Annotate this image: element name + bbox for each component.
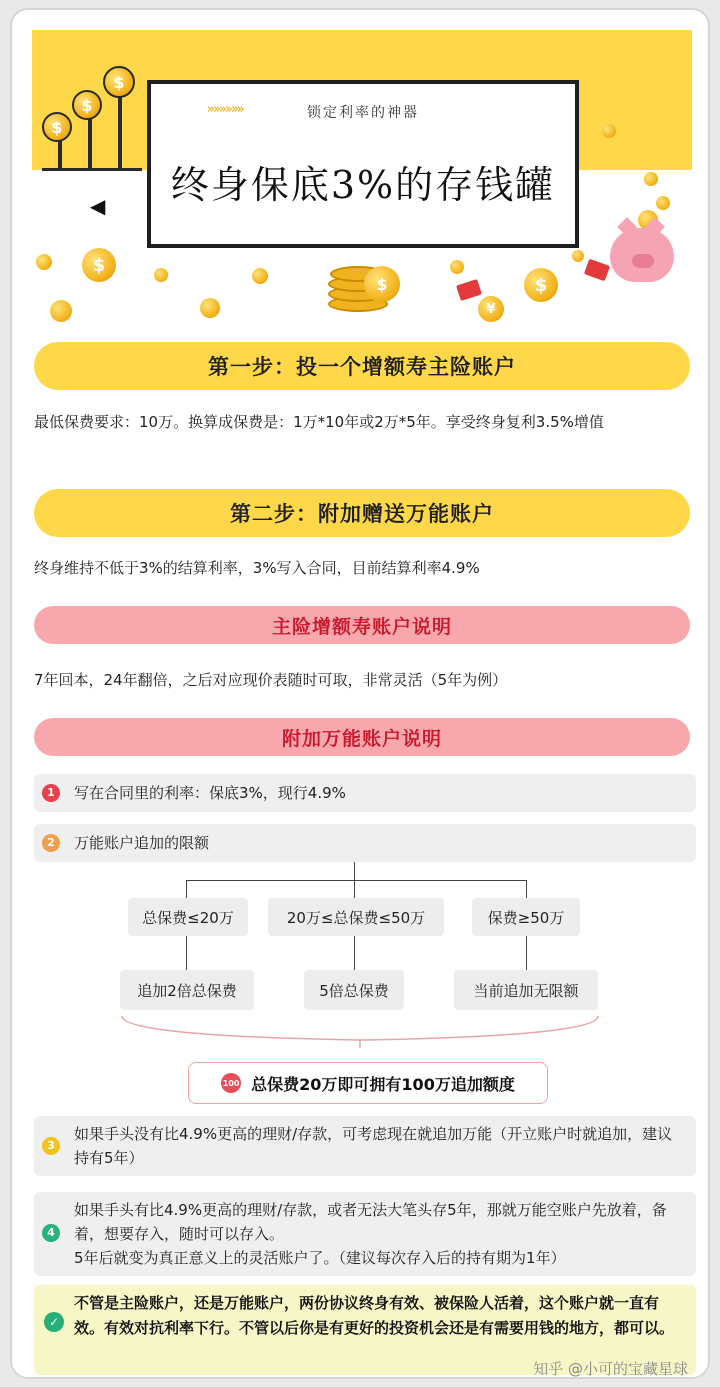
item-text-2: 5年后就变为真正意义上的灵活账户了。（建议每次存入后的持有期为1年） <box>74 1249 566 1267</box>
coin-icon <box>200 298 220 318</box>
highlight-box <box>188 1062 548 1104</box>
section1-desc: 7年回本，24年翻倍，之后对应现价表随时可取，非常灵活（5年为例） <box>34 671 508 689</box>
highlight-text: 总保费20万即可拥有100万追加额度 <box>251 1074 515 1094</box>
tier-condition: 总保费≤20万 <box>128 898 248 936</box>
step2-banner <box>34 489 690 537</box>
number-1-icon: 1 <box>42 784 60 802</box>
tier-condition: 20万≤总保费≤50万 <box>268 898 444 936</box>
red-envelope-icon <box>456 279 482 301</box>
number-3-icon: 3 <box>42 1137 60 1155</box>
coin-icon <box>252 268 268 284</box>
list-item <box>34 1116 696 1176</box>
play-icon: ◀ <box>90 194 106 218</box>
list-item <box>34 1192 696 1276</box>
list-item <box>34 774 696 812</box>
tier-result: 追加2倍总保费 <box>120 970 254 1010</box>
coin-icon <box>450 260 464 274</box>
tier-result: 5倍总保费 <box>304 970 404 1010</box>
watermark: 知乎 @小可的宝藏星球 <box>533 1360 688 1378</box>
check-icon: ✓ <box>44 1312 64 1332</box>
universal-account-banner <box>34 718 690 756</box>
item-text: 如果手头有比4.9%更高的理财/存款，或者无法大笔头存5年，那就万能空账户先放着，备着，想要存入，随时可以存入。 <box>74 1201 667 1243</box>
main-account-banner <box>34 606 690 644</box>
conclusion-text: 不管是主险账户，还是万能账户，两份协议终身有效、被保险人活着，这个账户就一直有效。有效对抗利率下行。不管以后你是有更好的投资机会还是有需要用钱的地方，都可以。 <box>74 1294 675 1337</box>
coin-icon: ¥ <box>478 296 504 322</box>
coin-icon <box>154 268 168 282</box>
section2-title: 附加万能账户说明 <box>281 727 442 750</box>
step1-desc: 最低保费要求：10万。换算成保费是：1万*10年或2万*5年。享受终身复利3.5%增值 <box>34 413 604 431</box>
item-text: 万能账户追加的限额 <box>74 834 210 852</box>
hundred-points-icon: 100 <box>221 1073 241 1093</box>
coin-icon <box>602 124 616 138</box>
step2-title: 第二步：附加赠送万能账户 <box>230 502 494 526</box>
step1-title: 第一步：投一个增额寿主险账户 <box>208 355 516 379</box>
tier-result: 当前追加无限额 <box>454 970 598 1010</box>
coin-icon <box>644 172 658 186</box>
number-2-icon: 2 <box>42 834 60 852</box>
infographic-card: $ $ $ ◀ $ $ ¥ $ »»»»»» 锁定利率的神器 终身保底3%的存钱罐 第一步：投一个增额寿主险账户 最低保费要求：10万。换算成保费是：1万*10年或2万*5年。享受终身复利3.5%增值 第二步：附加赠送万能账户 终身维持不低于3%的结算利率，3%写入合同，目前结算利率4.9% 主险增额寿账户说明 7年回本，24年翻倍，之后对应现价表随时可取，非常灵活（5年为例） 附加万能账户说明 1 写在合同里的利率：保底3%，现行4.9% 2 万能账户追加的限额 总保费≤20万 20万≤总保费≤50万 保费≥50万 追加2倍总保费 5倍总保费 当前追加无限额 100 总保费20万即可拥有100万追加额度 3 如果手头没有比4.9%更高的理财/存款，可考虑现在就追加万能（开立账户时就追加，建议持有5年） 4 如果手头有比4.9%更高的理财/存款，或者无法大笔头存5年，那就万能空账户先放着，备着，想要存入，随时可以存入。 5年后就变为真正意义上的灵活账户了。（建议每次存入后的持有期为1年） ✓ 不管是主险账户，还是万能账户，两份协议终身有效、被保险人活着，这个账户就一直有效。有效对抗利率下行。不管以后你是有更好的投资机会还是有需要用钱的地方，都可以。 知乎 @小可的宝藏星球 <box>10 8 710 1379</box>
coin-icon: $ <box>524 268 558 302</box>
number-4-icon: 4 <box>42 1224 60 1242</box>
tier-condition: 保费≥50万 <box>472 898 580 936</box>
coin-icon: $ <box>82 248 116 282</box>
chevron-icon: »»»»»» <box>207 102 243 117</box>
red-envelope-icon <box>584 259 610 282</box>
page-title: 终身保底3%的存钱罐 <box>170 163 556 207</box>
list-item <box>34 824 696 862</box>
coin-icon <box>50 300 72 322</box>
brace-curve <box>120 1014 600 1048</box>
step1-banner <box>34 342 690 390</box>
item-text: 写在合同里的利率：保底3%，现行4.9% <box>74 784 346 802</box>
piggy-bank-icon <box>610 228 674 282</box>
step2-desc: 终身维持不低于3%的结算利率，3%写入合同，目前结算利率4.9% <box>34 559 480 577</box>
coin-icon <box>656 196 670 210</box>
item-text: 如果手头没有比4.9%更高的理财/存款，可考虑现在就追加万能（开立账户时就追加，建议持有5年） <box>74 1125 673 1167</box>
title-box <box>147 80 579 248</box>
coin-icon <box>572 250 584 262</box>
header-subtitle: 锁定利率的神器 <box>307 105 419 121</box>
section1-title: 主险增额寿账户说明 <box>271 615 452 638</box>
coin-icon <box>36 254 52 270</box>
